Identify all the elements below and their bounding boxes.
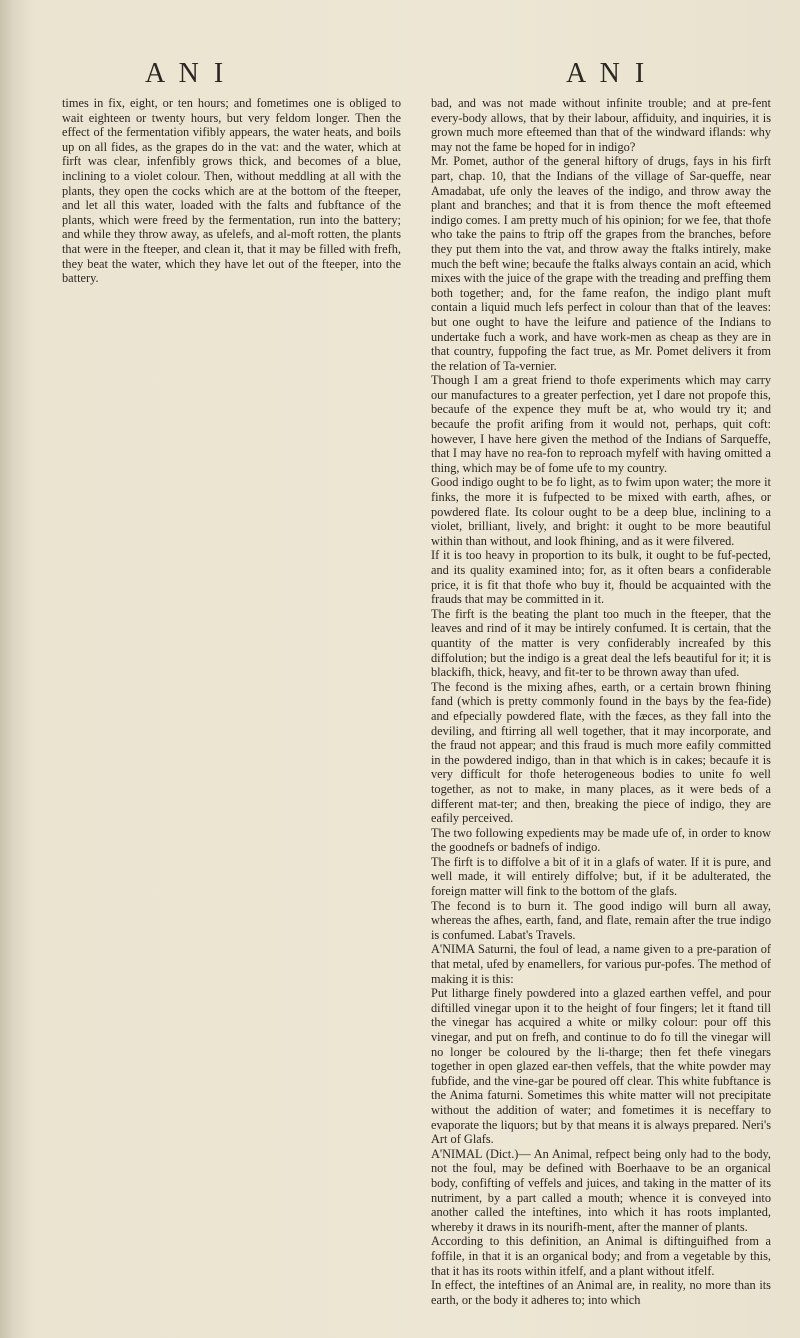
running-header <box>0 58 800 92</box>
right-paragraph: If it is too heavy in proportion to its bulk, it ought to be fuf-pected, and its quality examined into; for, as it often bears a confiderable price, it is fit that thofe who buy it, fhould be acquainted with the frauds that may be committed in it. <box>431 548 771 607</box>
entry-animal: A'NIMAL (Dict.)— An Animal, refpect being only had to the body, not the foul, may be defined with Boerhaave to be an organical body, confifting of veffels and juices, and taking in the matter of its nutriment, by a part called a mouth; whence it is conveyed into another called the inteftines, into which it has roots implanted, whereby it draws in its nourifh-ment, after the manner of plants. <box>431 1146 771 1234</box>
right-paragraph: The fecond is to burn it. The good indigo will burn all away, whereas the afhes, earth, fand, and flate, remain after the true indigo is confumed. Labat's Travels. <box>431 898 771 942</box>
right-paragraph: Mr. Pomet, author of the general hiftory of drugs, fays in his firft part, chap. 10, that the Indians of the village of Sar-queffe, near Amadabat, ufe only the leaves of the indigo, and throw away the plant and branches; and that it is from thence the moft efteemed indigo comes. I am pretty much of his opinion; for we fee, that thofe who take the pains to ftrip off the grapes from the branches, before they put them into the vat, and throw away the ftalks intirely, make much the beft wine; becaufe the ftalks always contain an acid, which mixes with the juice of the grape with the treading and preffing them both together; and, for the fame reafon, the indigo plant muft contain a liquid much lefs perfect in colour than that of the leaves: but one ought to have the leifure and patience of the Indians to undertake fuch a work, and have work-men as cheap as they are in that country, fuppofing the fact true, as Mr. Pomet delivers it from the relation of Ta-vernier. <box>431 154 772 373</box>
right-paragraph: Good indigo ought to be fo light, as to fwim upon water; the more it finks, the more it is fufpected to be mixed with earth, afhes, or powdered flate. Its colour ought to be a deep blue, inclining to a violet, brilliant, lively, and bright: it ought to be more beautiful within than without, and look fhining, and as it were filvered. <box>431 475 771 548</box>
entry-anima-saturni: A'NIMA Saturni, the foul of lead, a name given to a pre-paration of that metal, ufed by enamellers, for various pur-pofes. The method of making it is this: <box>431 942 771 986</box>
right-paragraph: The two following expedients may be made ufe of, in order to know the goodnefs or badnefs of indigo. <box>431 825 771 855</box>
right-paragraph: Though I am a great friend to thofe experiments which may carry our manufactures to a greater perfection, yet I dare not propofe this, becaufe of the expence they muft be at, who would try it; and becaufe the profit arifing from it would not, perhaps, quit coft: however, I have here given the method of the Indians of Sarqueffe, that I may have no rea-fon to reproach myfelf with having omitted a thing, which may be of fome ufe to my country. <box>431 373 771 475</box>
left-column <box>62 96 401 286</box>
left-paragraph: times in fix, eight, or ten hours; and fometimes one is obliged to wait eighteen or twenty hours, but very feldom longer. Then the effect of the fermentation vifibly appears, the water heats, and boils up on all fides, as the grapes do in the vat: and the water, which at firft was clear, infenfibly grows thick, and becomes of a blue, inclining to a violet colour. Then, without meddling at all with the plants, they open the cocks which are at the bottom of the fteeper, and let all this water, loaded with the falts and fubftance of the plants, which were freed by the fermentation, run into the battery; and while they throw away, as ufelefs, and al-moft rotten, the plants that were in the fteeper, and clean it, that it may be filled with frefh, they beat the water, which they have let out of the fteeper, into the battery. <box>62 96 401 286</box>
right-paragraph: bad, and was not made without infinite trouble; and at pre-fent every-body allows, that by their labour, affiduity, and inquiries, it is grown much more efteemed than that of the windward iflands: why may not the fame be hoped for in indigo? <box>431 96 771 154</box>
right-paragraph: According to this definition, an Animal is diftinguifhed from a foffile, in that it is an organical body; and from a vegetable by this, that it has its roots within itfelf, and a plant without itfelf. <box>431 1234 771 1278</box>
running-head-right: A N I <box>566 58 649 89</box>
running-head-left: A N I <box>145 58 228 89</box>
right-paragraph: The firft is the beating the plant too much in the fteeper, that the leaves and rind of it may be intirely confumed. It is certain, that the quantity of the matter is very confiderably increafed by this diffolution; but the indigo is a great deal the lefs beautiful for it; it is blackifh, thick, heavy, and fit-ter to be thrown away than ufed. <box>431 606 771 680</box>
right-column <box>431 96 771 1307</box>
right-paragraph: The fecond is the mixing afhes, earth, or a certain brown fhining fand (which is pretty commonly found in the bays by the fea-fide) and efpecially powdered flate, with the fæces, as they fall into the deviling, and ftirring all well together, that it may incorporate, and the fraud not appear; and this fraud is much more eafily committed in the powdered indigo, than in that which is in cakes; becaufe it is very difficult for thofe heterogeneous bodies to unite fo well together, as not to make, in many places, as it were beds of a different mat-ter; and then, breaking the piece of indigo, they are eafily perceived. <box>431 679 771 826</box>
right-paragraph: The firft is to diffolve a bit of it in a glafs of water. If it is pure, and well made, it will entirely diffolve; but, if it be adulterated, the foreign matter will fink to the bottom of the glafs. <box>431 854 771 899</box>
right-paragraph: In effect, the inteftines of an Animal are, in reality, no more than its earth, or the body it adheres to; into which <box>431 1278 771 1307</box>
right-paragraph: Put litharge finely powdered into a glazed earthen veffel, and pour diftilled vinegar upon it to the height of four fingers; let it ftand till the vinegar has acquired a white or milky colour: pour off this vinegar, and put on frefh, and continue to do fo till the vinegar will no longer be coloured by the li-tharge; then fet thefe vinegars together in open glazed ear-then veffels, that the white powder may fubfide, and the vine-gar be poured off clear. This white fubftance is the Anima faturni. Sometimes this white matter will not precipitate without the addition of water; and fometimes it is neceffary to evaporate the liquors; but by that means it is always prepared. Neri's Art of Glafs. <box>431 986 771 1147</box>
